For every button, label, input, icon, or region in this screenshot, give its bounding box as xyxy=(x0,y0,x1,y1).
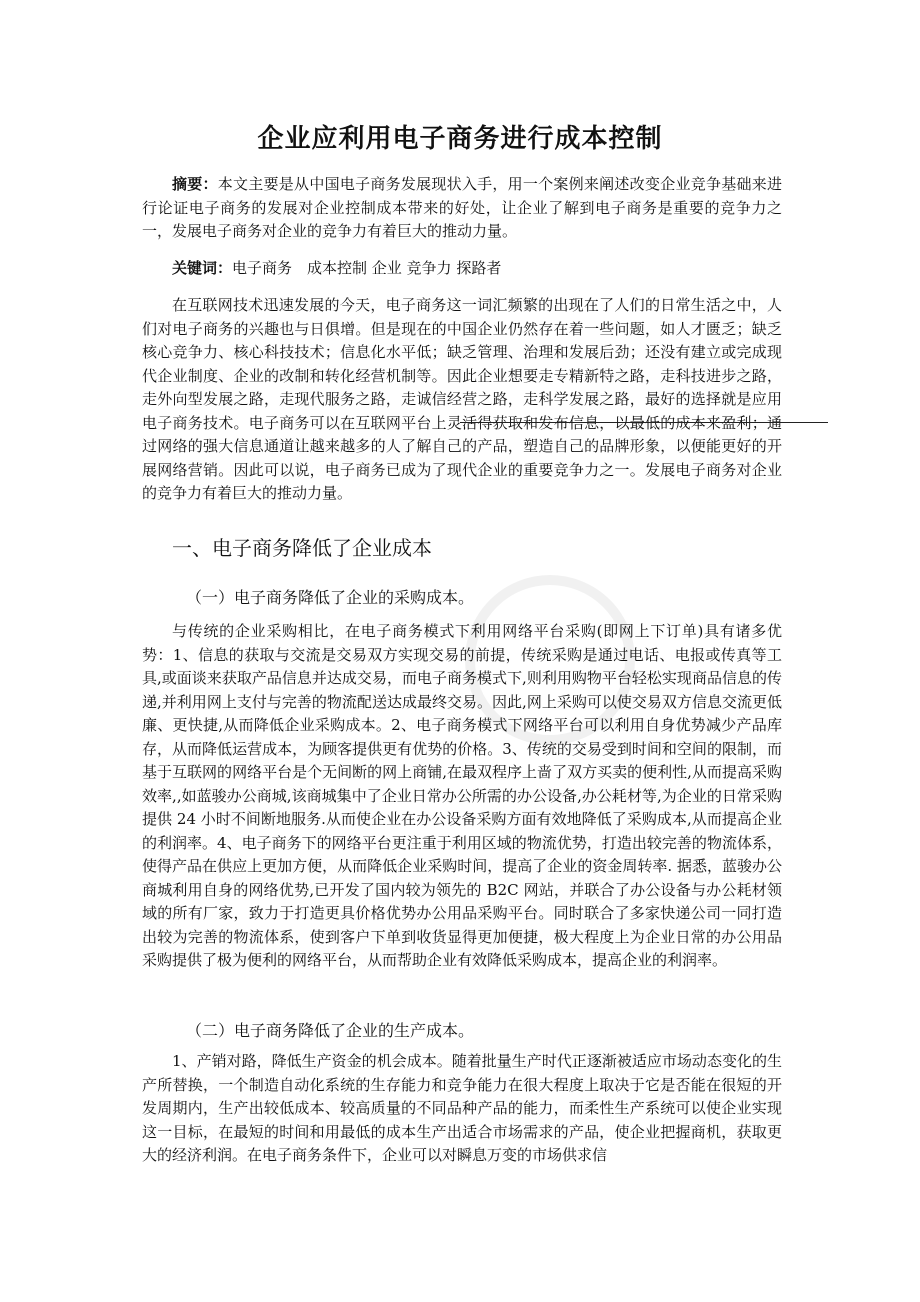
keywords-label: 关键词： xyxy=(172,259,233,277)
production-paragraph: 1、产销对路，降低生产资金的机会成本。随着批量生产时代正逐渐被适应市场动态变化的生产所替换，一个制造自动化系统的生存能力和竞争能力在很大程度上取决于它是否能在很短的开发周期内，生产出较低成本、较高质量的不同品种产品的能力，而柔性生产系统可以使企业实现这一目标，在最短的时间和用最低的成本生产出适合市场需求的产品，使企业把握商机，获取更大的经济利润。在电子商务条件下，企业可以对瞬息万变的市场供求信 xyxy=(142,1052,782,1164)
keywords-text: 电子商务 成本控制 企业 竞争力 探路者 xyxy=(232,259,502,277)
section-heading: 一、电子商务降低了企业成本 xyxy=(172,536,432,560)
document-title: 企业应利用电子商务进行成本控制 xyxy=(257,124,663,154)
abstract-paragraph xyxy=(142,173,782,244)
keywords-paragraph xyxy=(142,257,782,281)
procurement-paragraph: 与传统的企业采购相比，在电子商务模式下利用网络平台采购(即网上下订单)具有诸多优势：1、信息的获取与交流是交易双方实现交易的前提，传统采购是通过电话、电报或传真等工具,或面谈来获取产品信息并达成交易，而电子商务模式下,则利用购物平台轻松实现商品信息的传递,并利用网上支付与完善的物流配送达成最终交易。因此,网上采购可以使交易双方信息交流更低廉、更快捷,从而降低企业采购成本。2、电子商务模式下网络平台可以利用自身优势减少产品库存，从而降低运营成本，为顾客提供更有优势的价格。3、传统的交易受到时间和空间的限制，而基于互联网的网络平台是个无间断的网上商铺,在最双程序上啬了双方买卖的便利性,从而提高采购效率,,如蓝骏办公商城,该商城集中了企业日常办公所需的办公设备,办公耗材等,为企业的日常采购提供 24 小时不间断地服务.从而使企业在办公设备采购方面有效地降低了采购成本,从而提高企业的利润率。4、电子商务下的网络平台更注重于利用区域的物流优势，打造出较完善的物流体系，使得产品在供应上更加方便，从而降低企业采购时间，提高了企业的资金周转率. 据悉，蓝骏办公商城利用自身的网络优势,已开发了国内较为领先的 B2C 网站，并联合了办公设备与办公耗材领域的所有厂家，致力于打造更具价格优势办公用品采购平台。同时联合了多家快递公司一同打造出较为完善的物流体系，使到客户下单到收货显得更加便捷，极大程度上为企业日常的办公用品采购提供了极为便利的网络平台，从而帮助企业有效降低采购成本，提高企业的利润率。 xyxy=(142,622,782,969)
intro-paragraph: 在互联网技术迅速发展的今天，电子商务这一词汇频繁的出现在了人们的日常生活之中，人们对电子商务的兴趣也与日俱增。但是现在的中国企业仍然存在着一些问题，如人才匮乏；缺乏核心竞争力、核心科技技术；信息化水平低；缺乏管理、治理和发展后劲；还没有建立或完成现代企业制度、企业的改制和转化经营机制等。因此企业想要走专精新特之路，走科技进步之路，走外向型发展之路，走现代服务之路，走诚信经营之路，走科学发展之路，最好的选择就是应用电子商务技术。电子商务可以在互联网平台上灵活得获取和发布信息，以最低的成本来盈利；通过网络的强大信息通道让越来越多的人了解自己的产品，塑造自己的品牌形象，以便能更好的开展网络营销。因此可以说，电子商务已成为了现代企业的重要竞争力之一。发展电子商务对企业的竞争力有着巨大的推动力量。 xyxy=(142,296,782,502)
horizontal-rule xyxy=(460,422,828,423)
subsection-heading-procurement: （一）电子商务降低了企业的采购成本。 xyxy=(186,588,475,607)
abstract-text: 本文主要是从中国电子商务发展现状入手，用一个案例来阐述改变企业竞争基础来进行论证电子商务的发展对企业控制成本带来的好处，让企业了解到电子商务是重要的竞争力之一，发展电子商务对企业的竞争力有着巨大的推动力量。 xyxy=(142,175,782,240)
subsection-heading-production: （二）电子商务降低了企业的生产成本。 xyxy=(186,1021,475,1040)
abstract-label: 摘要： xyxy=(172,175,218,193)
